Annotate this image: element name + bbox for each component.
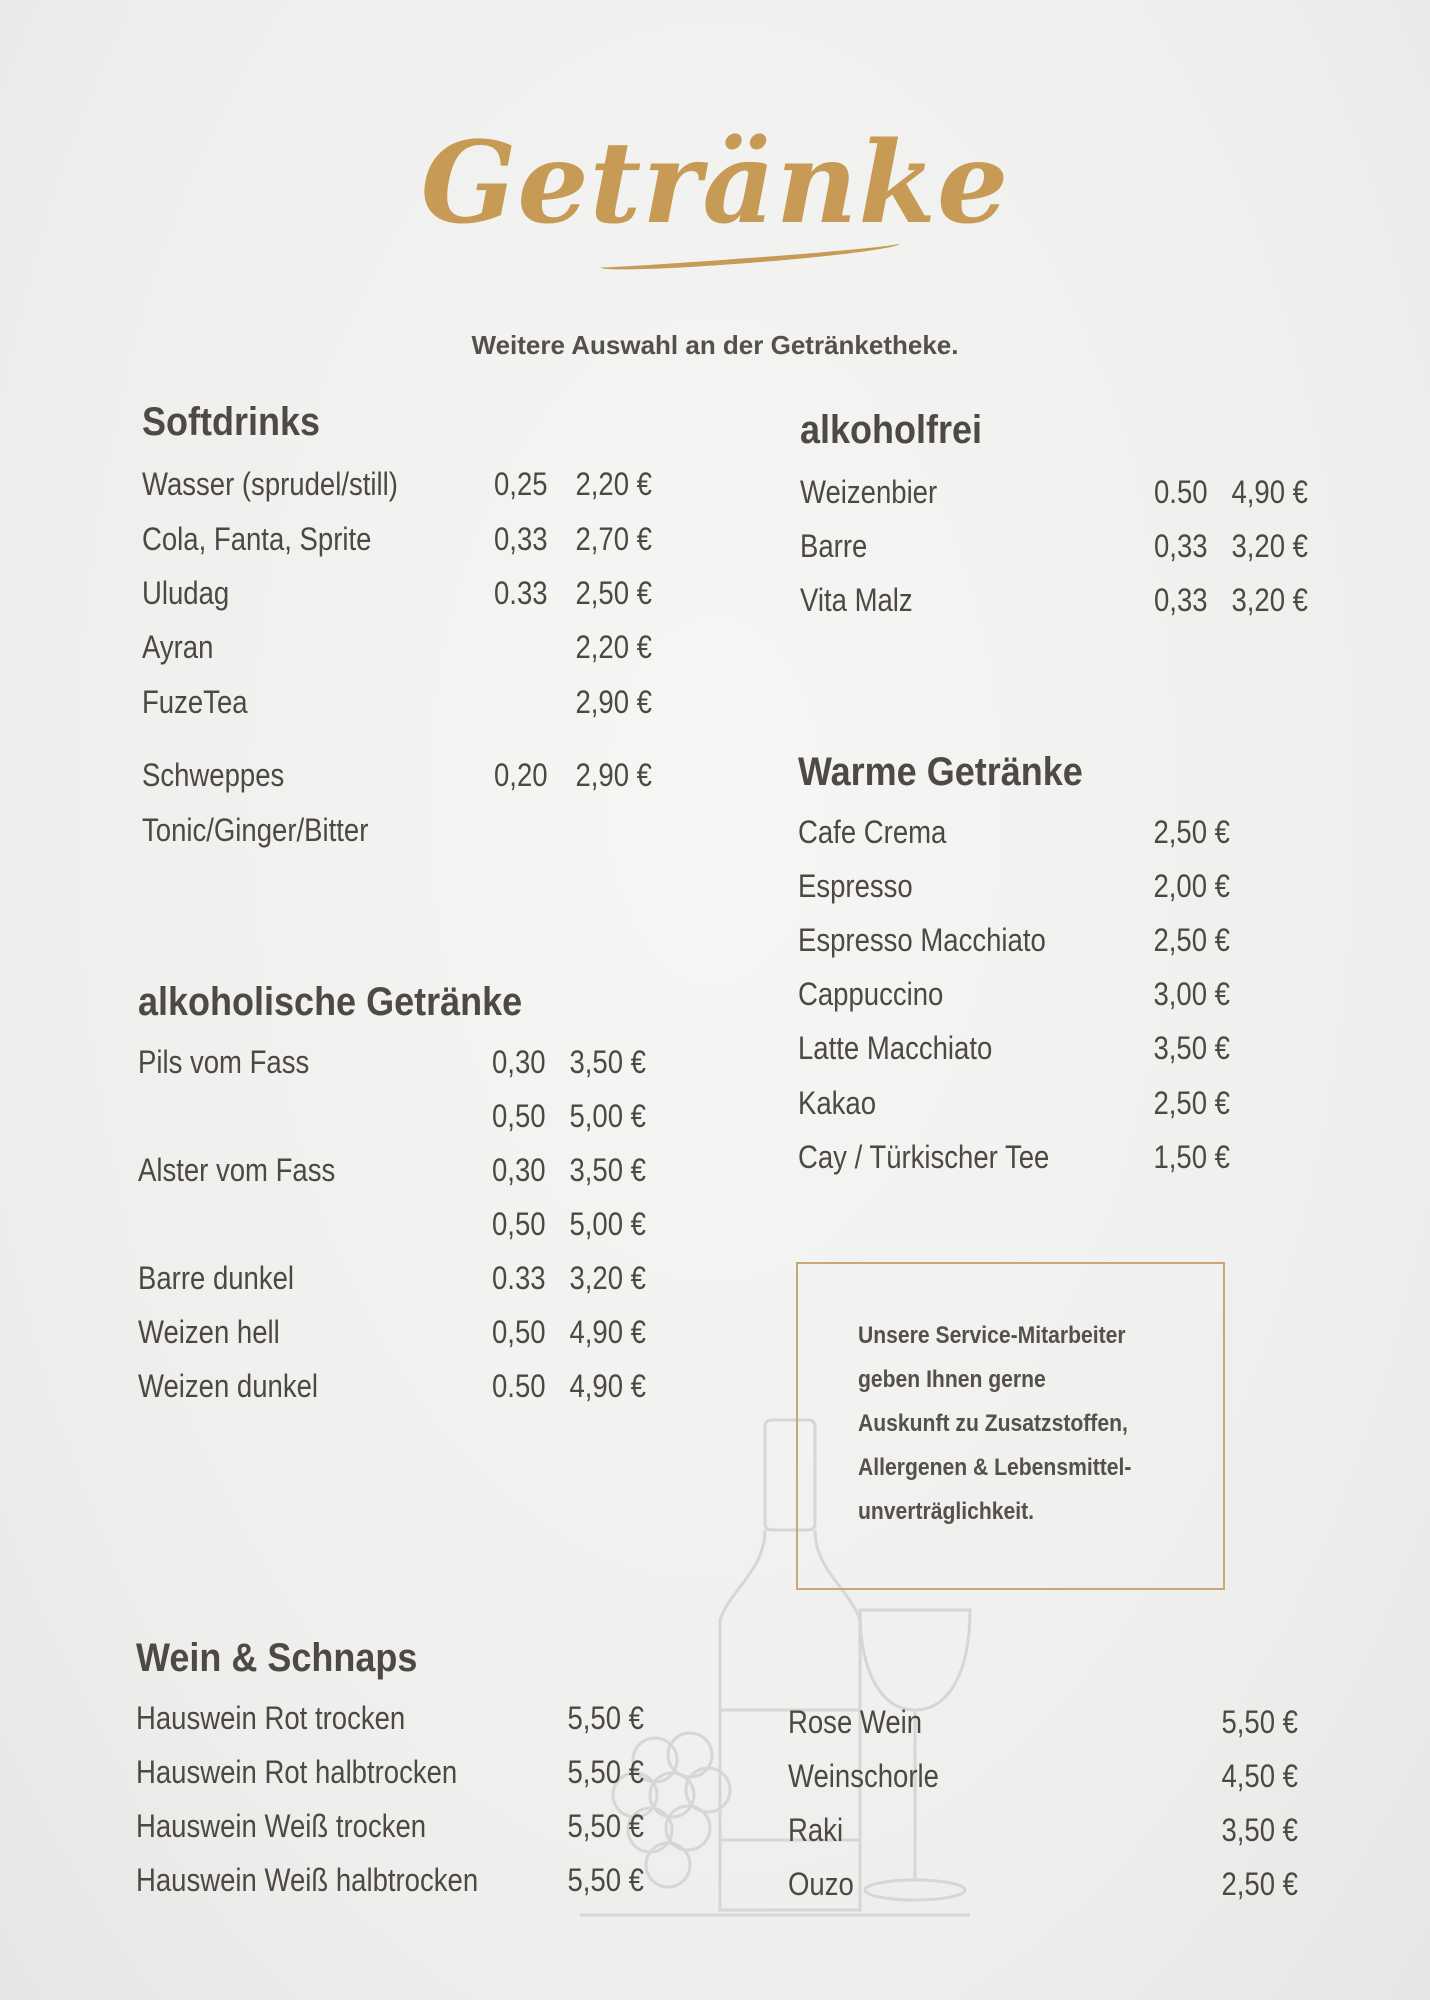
menu-item-row bbox=[138, 1044, 656, 1084]
menu-item-name: Alster vom Fass bbox=[138, 1152, 336, 1188]
menu-item-name: Schweppes bbox=[142, 757, 285, 793]
menu-item-row bbox=[142, 812, 662, 852]
menu-item-row bbox=[142, 757, 662, 797]
menu-item-price: 5,00 € bbox=[569, 1206, 646, 1242]
menu-item-row bbox=[798, 814, 1240, 854]
menu-item-size: 0,30 bbox=[492, 1152, 546, 1188]
menu-item-price: 3,50 € bbox=[1153, 1030, 1230, 1066]
menu-item-name: Kakao bbox=[798, 1085, 877, 1121]
menu-item-name: Latte Macchiato bbox=[798, 1030, 993, 1066]
menu-item-size: 0,33 bbox=[1154, 528, 1208, 564]
menu-item-price: 5,00 € bbox=[569, 1098, 646, 1134]
menu-item-row bbox=[138, 1260, 656, 1300]
menu-item-row bbox=[136, 1862, 654, 1902]
allergen-info-box bbox=[796, 1262, 1225, 1590]
menu-item-name: Hauswein Rot halbtrocken bbox=[136, 1754, 458, 1790]
menu-item-price: 2,00 € bbox=[1153, 868, 1230, 904]
menu-item-row bbox=[788, 1866, 1308, 1906]
menu-item-price: 5,50 € bbox=[567, 1700, 644, 1736]
section-title-warme-getraenke: Warme Getränke bbox=[798, 750, 1083, 794]
section-title-softdrinks: Softdrinks bbox=[142, 400, 321, 444]
menu-item-name: Barre bbox=[800, 528, 868, 564]
menu-item-price: 3,20 € bbox=[569, 1260, 646, 1296]
menu-item-price: 5,50 € bbox=[1221, 1704, 1298, 1740]
menu-item-row bbox=[798, 868, 1240, 908]
menu-item-price: 2,20 € bbox=[575, 466, 652, 502]
menu-item-name: Espresso bbox=[798, 868, 913, 904]
menu-item-price: 2,70 € bbox=[575, 521, 652, 557]
info-line: Auskunft zu Zusatzstoffen, bbox=[858, 1410, 1128, 1437]
menu-item-row bbox=[788, 1758, 1308, 1798]
menu-item-price: 2,50 € bbox=[1153, 814, 1230, 850]
menu-item-name: Cay / Türkischer Tee bbox=[798, 1139, 1050, 1175]
menu-item-row bbox=[138, 1152, 656, 1192]
menu-item-price: 2,20 € bbox=[575, 629, 652, 665]
info-line: Allergenen & Lebensmittel- bbox=[858, 1454, 1132, 1481]
menu-item-size: 0.33 bbox=[492, 1260, 546, 1296]
menu-item-row bbox=[800, 528, 1318, 568]
menu-item-row bbox=[788, 1704, 1308, 1744]
menu-item-price: 5,50 € bbox=[567, 1862, 644, 1898]
section-title-alkoholfrei: alkoholfrei bbox=[800, 408, 983, 452]
menu-item-size: 0,33 bbox=[1154, 582, 1208, 618]
menu-item-name: Uludag bbox=[142, 575, 230, 611]
menu-item-price: 3,50 € bbox=[569, 1044, 646, 1080]
menu-item-name: Weizen hell bbox=[138, 1314, 280, 1350]
menu-item-price: 2,50 € bbox=[1221, 1866, 1298, 1902]
menu-item-name: Ouzo bbox=[788, 1866, 854, 1902]
menu-item-name: Weinschorle bbox=[788, 1758, 939, 1794]
menu-item-row bbox=[798, 922, 1240, 962]
menu-item-name: Tonic/Ginger/Bitter bbox=[142, 812, 369, 848]
menu-item-size: 0,50 bbox=[492, 1206, 546, 1242]
menu-item-price: 4,90 € bbox=[1231, 474, 1308, 510]
menu-item-price: 3,50 € bbox=[1221, 1812, 1298, 1848]
menu-item-price: 3,50 € bbox=[569, 1152, 646, 1188]
info-line: unverträglichkeit. bbox=[858, 1498, 1035, 1525]
menu-item-size: 0,50 bbox=[492, 1314, 546, 1350]
menu-item-price: 2,50 € bbox=[1153, 922, 1230, 958]
menu-item-name: Weizen dunkel bbox=[138, 1368, 319, 1404]
allergen-info-text bbox=[858, 1314, 1157, 1534]
info-line: Unsere Service-Mitarbeiter bbox=[858, 1322, 1126, 1349]
menu-item-price: 1,50 € bbox=[1153, 1139, 1230, 1175]
menu-item-row bbox=[798, 1139, 1240, 1179]
menu-item-size: 0.50 bbox=[492, 1368, 546, 1404]
section-title-wein-schnaps: Wein & Schnaps bbox=[136, 1636, 418, 1680]
menu-item-size: 0,30 bbox=[492, 1044, 546, 1080]
menu-item-size: 0,33 bbox=[494, 521, 548, 557]
menu-item-name: Hauswein Weiß trocken bbox=[136, 1808, 427, 1844]
menu-item-name: Rose Wein bbox=[788, 1704, 923, 1740]
menu-item-name: Espresso Macchiato bbox=[798, 922, 1046, 958]
menu-item-size: 0,50 bbox=[492, 1098, 546, 1134]
menu-item-price: 5,50 € bbox=[567, 1808, 644, 1844]
menu-item-name: Barre dunkel bbox=[138, 1260, 295, 1296]
menu-item-size: 0,20 bbox=[494, 757, 548, 793]
menu-item-name: Cola, Fanta, Sprite bbox=[142, 521, 372, 557]
menu-item-price: 4,50 € bbox=[1221, 1758, 1298, 1794]
menu-item-name: Hauswein Rot trocken bbox=[136, 1700, 406, 1736]
menu-item-row bbox=[142, 521, 662, 561]
menu-item-row bbox=[136, 1754, 654, 1794]
menu-item-price: 4,90 € bbox=[569, 1314, 646, 1350]
menu-item-row bbox=[136, 1700, 654, 1740]
menu-item-name: Cafe Crema bbox=[798, 814, 947, 850]
menu-item-row bbox=[800, 582, 1318, 622]
menu-item-name: FuzeTea bbox=[142, 684, 248, 720]
menu-item-price: 3,20 € bbox=[1231, 528, 1308, 564]
menu-item-row bbox=[138, 1368, 656, 1408]
menu-item-row bbox=[136, 1808, 654, 1848]
menu-item-row bbox=[798, 1085, 1240, 1125]
menu-item-price: 2,50 € bbox=[575, 575, 652, 611]
menu-item-size: 0,25 bbox=[494, 466, 548, 502]
menu-item-size: 0.33 bbox=[494, 575, 548, 611]
menu-item-name: Raki bbox=[788, 1812, 844, 1848]
menu-item-name: Weizenbier bbox=[800, 474, 938, 510]
menu-item-price: 2,50 € bbox=[1153, 1085, 1230, 1121]
menu-item-row bbox=[142, 466, 662, 506]
menu-item-row bbox=[800, 474, 1318, 514]
menu-item-row bbox=[142, 575, 662, 615]
menu-item-row bbox=[138, 1314, 656, 1354]
menu-item-price: 3,00 € bbox=[1153, 976, 1230, 1012]
menu-item-row bbox=[138, 1098, 656, 1138]
section-title-alkoholische-getraenke: alkoholische Getränke bbox=[138, 980, 523, 1024]
menu-item-name: Hauswein Weiß halbtrocken bbox=[136, 1862, 479, 1898]
info-line: geben Ihnen gerne bbox=[858, 1366, 1046, 1393]
menu-item-price: 3,20 € bbox=[1231, 582, 1308, 618]
menu-item-name: Ayran bbox=[142, 629, 214, 665]
menu-item-row bbox=[788, 1812, 1308, 1852]
menu-item-row bbox=[138, 1206, 656, 1246]
menu-item-price: 4,90 € bbox=[569, 1368, 646, 1404]
menu-item-price: 2,90 € bbox=[575, 757, 652, 793]
page-title: Getränke bbox=[420, 118, 1010, 249]
menu-item-row bbox=[142, 684, 662, 724]
menu-item-name: Pils vom Fass bbox=[138, 1044, 310, 1080]
menu-item-name: Vita Malz bbox=[800, 582, 913, 618]
menu-item-name: Wasser (sprudel/still) bbox=[142, 466, 398, 502]
menu-item-row bbox=[798, 1030, 1240, 1070]
menu-item-row bbox=[798, 976, 1240, 1016]
menu-item-size: 0.50 bbox=[1154, 474, 1208, 510]
menu-item-name: Cappuccino bbox=[798, 976, 944, 1012]
menu-item-row bbox=[142, 629, 662, 669]
menu-item-price: 5,50 € bbox=[567, 1754, 644, 1790]
page-subtitle: Weitere Auswahl an der Getränketheke. bbox=[471, 330, 959, 360]
menu-item-price: 2,90 € bbox=[575, 684, 652, 720]
